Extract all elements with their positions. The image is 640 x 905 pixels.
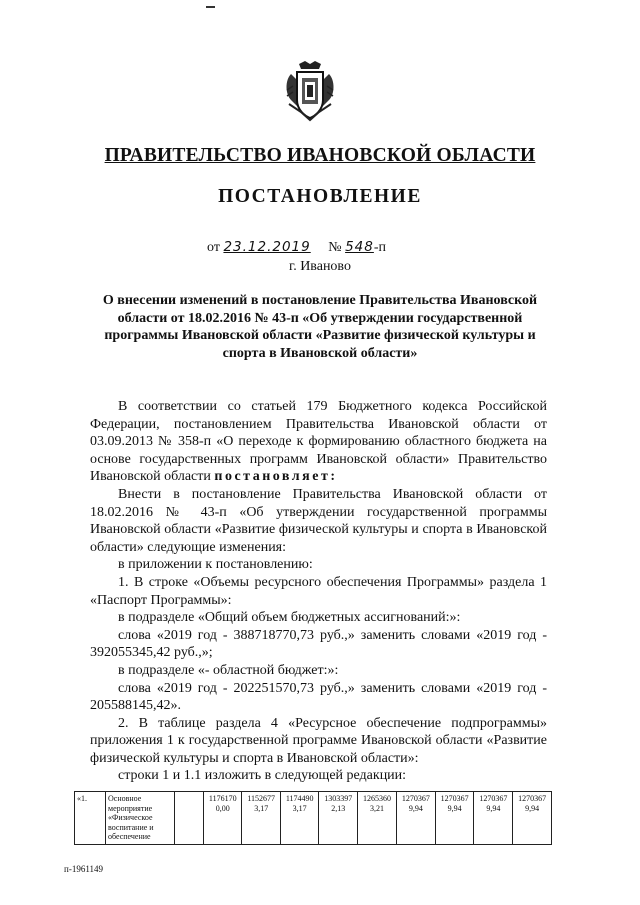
handwritten-date: 23.12.2019 bbox=[223, 239, 311, 255]
paragraph bbox=[90, 398, 547, 486]
table-cell-value: 1270367 9,94 bbox=[474, 792, 513, 845]
table-cell-number: «1. bbox=[75, 792, 106, 845]
table-row bbox=[75, 792, 552, 845]
organization-title: ПРАВИТЕЛЬСТВО ИВАНОВСКОЙ ОБЛАСТИ bbox=[104, 145, 536, 166]
paragraph: слова «2019 год - 202251570,73 руб.,» заменить словами «2019 год - 205588145,42». bbox=[90, 680, 547, 714]
paragraph: слова «2019 год - 388718770,73 руб.,» заменить словами «2019 год - 392055345,42 руб.,»; bbox=[90, 627, 547, 661]
table-cell-value: 1265360 3,21 bbox=[358, 792, 397, 845]
paragraph: в подразделе «- областной бюджет:»: bbox=[118, 662, 339, 678]
table-cell-value: 1303397 2,13 bbox=[319, 792, 358, 845]
scan-speck bbox=[206, 6, 215, 8]
paragraph: 1. В строке «Объемы ресурсного обеспечения Программы» раздела 1 «Паспорт Программы»: bbox=[90, 574, 547, 608]
paragraph: 2. В таблице раздела 4 «Ресурсное обеспечение подпрограммы» приложения 1 к государственной программе Ивановской области «Развитие физической культуры и спорта в Ивановской области»: bbox=[90, 715, 547, 766]
table-cell-empty bbox=[175, 792, 204, 845]
document-type: ПОСТАНОВЛЕНИЕ bbox=[218, 186, 422, 207]
paragraph: строки 1 и 1.1 изложить в следующей редакции: bbox=[118, 768, 407, 784]
budget-table bbox=[74, 791, 552, 845]
number-prefix: № bbox=[328, 240, 342, 255]
document-subject: О внесении изменений в постановление Правительства Ивановской области от 18.02.2016 № 43-п «Об утверждении государственной программы Ивановской области «Развитие физической культуры и спорта в Ивановской области» bbox=[102, 293, 538, 361]
table-cell-value: 1176170 0,00 bbox=[204, 792, 242, 845]
document-body bbox=[90, 398, 547, 785]
paragraph: в подразделе «Общий объем бюджетных ассигнований:»: bbox=[118, 610, 461, 626]
table-cell-value: 1152677 3,17 bbox=[242, 792, 280, 845]
document-code: п-1961149 bbox=[64, 864, 103, 874]
date-prefix: от bbox=[207, 240, 220, 255]
resolution-word: постановляет: bbox=[214, 469, 338, 485]
paragraph-text: В соответствии со статьей 179 Бюджетного кодекса Российской Федерации, постановлением Правительства Ивановской области от 03.09.2013 № 358-п «О переходе к формированию областного бюджета на основе государственных программ Ивановской области» Правительство Ивановской области bbox=[90, 399, 547, 485]
table-cell-value: 1174490 3,17 bbox=[280, 792, 318, 845]
city-line: г. Иваново bbox=[289, 259, 351, 274]
date-number-line bbox=[207, 239, 386, 256]
paragraph: Внести в постановление Правительства Ивановской области от 18.02.2016 № 43-п «Об утверждении государственной программы Ивановской области «Развитие физической культуры и спорта в Ивановской области» следующие изменения: bbox=[90, 486, 547, 555]
coat-of-arms-icon bbox=[283, 60, 337, 122]
paragraph: в приложении к постановлению: bbox=[118, 557, 313, 573]
number-suffix: -п bbox=[373, 240, 387, 255]
table-cell-value: 1270367 9,94 bbox=[513, 792, 552, 845]
table-cell-value: 1270367 9,94 bbox=[396, 792, 435, 845]
table-cell-name: Основное мероприятие «Физическое воспитание и обеспечение bbox=[106, 792, 175, 845]
table-cell-value: 1270367 9,94 bbox=[435, 792, 474, 845]
handwritten-number: 548 bbox=[345, 239, 374, 255]
